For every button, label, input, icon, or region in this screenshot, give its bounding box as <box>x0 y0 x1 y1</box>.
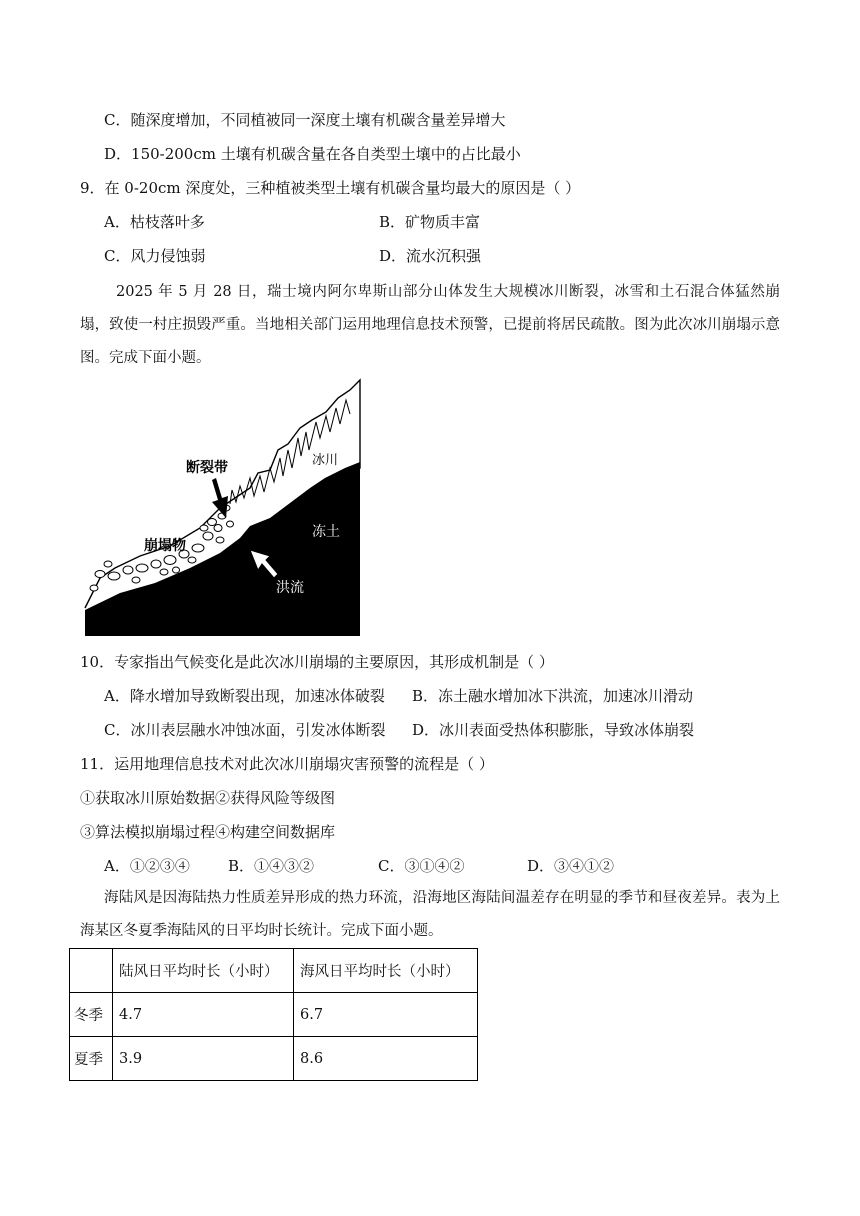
passage-sea-land-breeze: 海陆风是因海陆热力性质差异形成的热力环流，沿海地区海陆间温差存在明显的季节和昼夜差异。表为上海某区冬夏季海陆风的日平均时长统计。完成下面小题。 <box>80 890 780 939</box>
label-fracture: 断裂带 <box>186 460 228 476</box>
table-header-cell <box>70 949 113 993</box>
q11-option-d: D．③④①② <box>527 857 615 875</box>
sea-land-breeze-table <box>69 948 478 1081</box>
label-frozen-soil: 冻土 <box>312 524 340 540</box>
q10-option-a: A．降水增加导致断裂出现，加速冰体破裂 <box>104 687 385 705</box>
label-glacier: 冰川 <box>312 453 339 468</box>
q9-option-b: B．矿物质丰富 <box>379 213 481 231</box>
q8-option-d: D．150-200cm 土壤有机碳含量在各自类型土壤中的占比最小 <box>104 145 521 163</box>
q10-stem: 10．专家指出气候变化是此次冰川崩塌的主要原因，其形成机制是（ ） <box>80 653 554 671</box>
table-cell: 4.7 <box>113 993 294 1037</box>
table-cell: 6.7 <box>294 993 478 1037</box>
table-row <box>70 993 478 1037</box>
glacier-collapse-figure <box>80 378 370 640</box>
table-cell: 冬季 <box>70 993 113 1037</box>
table-cell: 3.9 <box>113 1037 294 1081</box>
q9-option-a: A．枯枝落叶多 <box>104 213 205 231</box>
table-row <box>70 1037 478 1081</box>
q11-option-b: B．①④③② <box>228 857 315 875</box>
q10-option-b: B．冻土融水增加冰下洪流，加速冰川滑动 <box>412 687 694 705</box>
q10-option-c: C．冰川表层融水冲蚀冰面，引发冰体断裂 <box>104 721 386 739</box>
q11-steps-line-1: ①获取冰川原始数据②获得风险等级图 <box>80 789 336 807</box>
label-flood: 洪流 <box>276 580 304 596</box>
table-cell: 夏季 <box>70 1037 113 1081</box>
frozen-soil <box>85 462 360 636</box>
q10-option-d: D．冰川表面受热体积膨胀，导致冰体崩裂 <box>412 721 695 739</box>
table-header-cell: 陆风日平均时长（小时） <box>113 949 294 993</box>
q11-steps-line-2: ③算法模拟崩塌过程④构建空间数据库 <box>80 823 336 841</box>
table-header-row <box>70 949 478 993</box>
table-header-cell: 海风日平均时长（小时） <box>294 949 478 993</box>
label-debris: 崩塌物 <box>144 538 186 554</box>
q11-option-a: A．①②③④ <box>104 857 190 875</box>
fracture-arrow <box>212 478 228 518</box>
q8-option-c: C．随深度增加，不同植被同一深度土壤有机碳含量差异增大 <box>104 111 506 129</box>
q9-option-c: C．风力侵蚀弱 <box>104 247 206 265</box>
q9-option-d: D．流水沉积强 <box>379 247 482 265</box>
q11-stem: 11．运用地理信息技术对此次冰川崩塌灾害预警的流程是（ ） <box>80 755 494 773</box>
q11-option-c: C．③①④② <box>378 857 465 875</box>
table-cell: 8.6 <box>294 1037 478 1081</box>
passage-glacier: 2025 年 5 月 28 日，瑞士境内阿尔卑斯山部分山体发生大规模冰川断裂，冰雪和土石混合体猛然崩塌，致使一村庄损毁严重。当地相关部门运用地理信息技术预警，已提前将居民疏散。图为此次冰川崩塌示意图。完成下面小题。 <box>80 284 780 366</box>
q9-stem: 9．在 0-20cm 深度处，三种植被类型土壤有机碳含量均最大的原因是（ ） <box>80 179 581 197</box>
